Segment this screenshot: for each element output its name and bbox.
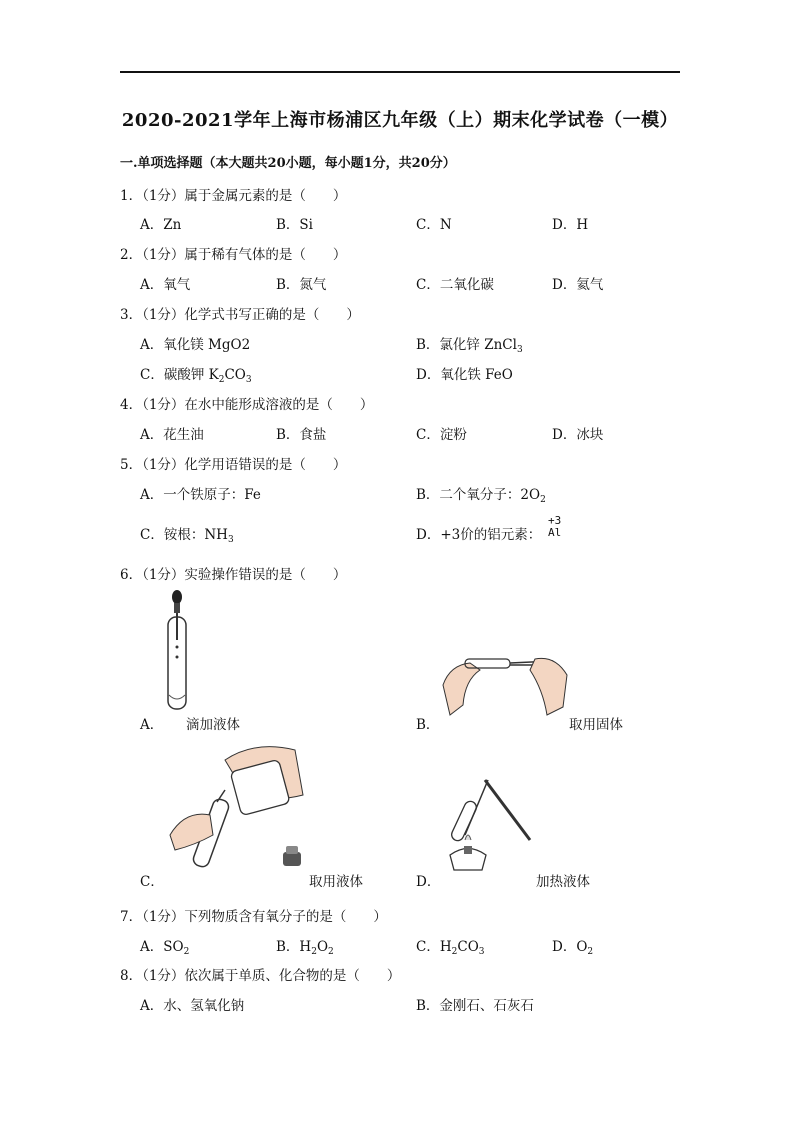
q8-option-a[interactable]: A．水、氢氧化钠 [140, 998, 245, 1014]
q1-option-c[interactable]: C．N [416, 217, 452, 233]
q2-option-d[interactable]: D．氦气 [552, 277, 604, 293]
q6-option-d-letter[interactable]: D． [416, 874, 441, 890]
q2-option-c[interactable]: C．二氧化碳 [416, 277, 494, 293]
q3-option-c[interactable]: C．碳酸钾 $K_2CO_3$ [140, 367, 252, 385]
question-4-stem: 4．（1分）在水中能形成溶液的是（ ） [120, 397, 374, 413]
question-3-stem: 3．（1分）化学式书写正确的是（ ） [120, 307, 360, 323]
section-heading: 一.单项选择题（本大题共20小题，每小题1分，共20分） [120, 156, 456, 171]
dropper-in-test-tube-illustration [150, 585, 210, 715]
q4-option-a[interactable]: A．花生油 [140, 427, 204, 443]
q1-option-d[interactable]: D．H [552, 217, 589, 233]
question-5-stem: 5．（1分）化学用语错误的是（ ） [120, 457, 347, 473]
question-2-stem: 2．（1分）属于稀有气体的是（ ） [120, 247, 347, 263]
q6-option-c-caption: 取用液体 [309, 874, 363, 890]
question-8-stem: 8．（1分）依次属于单质、化合物的是（ ） [120, 968, 401, 984]
q3-option-b[interactable]: B．氯化锌 ZnCl$_3$ [416, 337, 523, 355]
q1-option-a[interactable]: A．Zn [140, 217, 182, 233]
q7-option-c[interactable]: C．$H_2CO_3$ [416, 939, 485, 957]
q6-option-a-letter[interactable]: A． [140, 717, 164, 733]
q6-option-c-letter[interactable]: C． [140, 874, 164, 890]
q3-option-a[interactable]: A．氧化镁 MgO2 [140, 337, 251, 353]
question-6-stem: 6．（1分）实验操作错误的是（ ） [120, 567, 347, 583]
q4-option-c[interactable]: C．淀粉 [416, 427, 467, 443]
q7-option-a[interactable]: A．$SO_2$ [140, 939, 190, 957]
hands-taking-solid-illustration [435, 645, 575, 720]
q8-option-b[interactable]: B．金刚石、石灰石 [416, 998, 534, 1014]
question-1-stem: 1．（1分）属于金属元素的是（ ） [120, 188, 347, 204]
q1-option-b[interactable]: B．Si [276, 217, 313, 233]
q5-option-b[interactable]: B．二个氧分子：$2O_2$ [416, 487, 546, 505]
q2-option-b[interactable]: B．氮气 [276, 277, 327, 293]
q7-option-b[interactable]: B．$H_2O_2$ [276, 939, 334, 957]
q2-option-a[interactable]: A．氧气 [140, 277, 191, 293]
heating-liquid-illustration [440, 770, 540, 875]
q6-option-b-caption: 取用固体 [569, 717, 623, 733]
q7-option-d[interactable]: D．$O_2$ [552, 939, 594, 957]
q5-option-d[interactable]: D．+3价的铝元素： [416, 527, 542, 543]
question-7-stem: 7．（1分）下列物质含有氧分子的是（ ） [120, 909, 387, 925]
q3-option-d[interactable]: D．氧化铁 FeO [416, 367, 513, 383]
aluminum-valence-notation: +3 Al [548, 514, 562, 539]
pouring-liquid-illustration [165, 740, 310, 875]
exam-title: 2020-2021学年上海市杨浦区九年级（上）期末化学试卷（一模） [121, 110, 679, 131]
q5-option-c[interactable]: C．铵根：$NH_3$ [140, 527, 234, 545]
q6-option-b-letter[interactable]: B． [416, 717, 440, 733]
header-rule [120, 71, 680, 73]
q4-option-d[interactable]: D．冰块 [552, 427, 604, 443]
q6-option-d-caption: 加热液体 [536, 874, 590, 890]
q6-option-a-caption: 滴加液体 [186, 717, 240, 733]
q4-option-b[interactable]: B．食盐 [276, 427, 327, 443]
q5-option-a[interactable]: A．一个铁原子：Fe [140, 487, 261, 503]
